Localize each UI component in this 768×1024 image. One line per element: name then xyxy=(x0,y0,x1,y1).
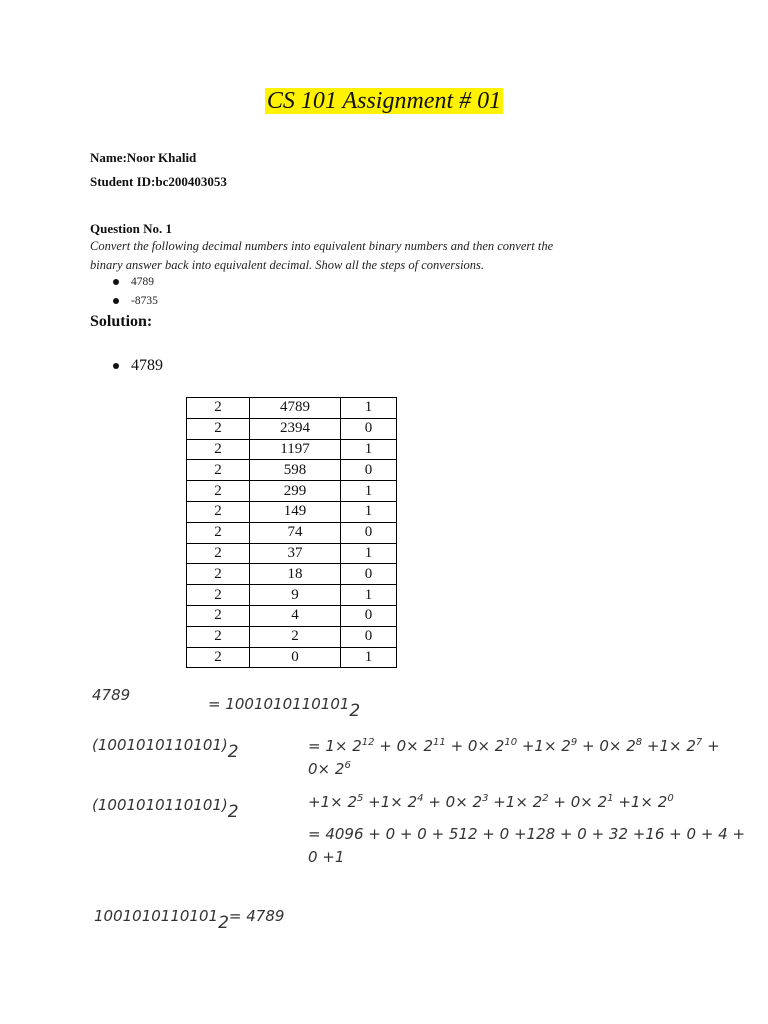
table-row xyxy=(187,439,397,460)
binary-equality-text: = 1001010110101 xyxy=(208,695,350,713)
page-title-block xyxy=(0,88,768,115)
sum-line1: = 4096 + 0 + 0 + 512 + 0 +128 + 0 + 32 +16 + 0 + 4 + xyxy=(308,825,746,843)
remainder-cell: 0 xyxy=(341,626,397,647)
question-item xyxy=(113,276,154,288)
remainder-cell: 1 xyxy=(341,501,397,522)
quotient-cell: 149 xyxy=(250,501,341,522)
expansion-term: $+1\times 2^0$ xyxy=(618,793,674,811)
question-text-line2: binary answer back into equivalent decimal. Show all the steps of conversions. xyxy=(90,258,485,272)
final-equation xyxy=(94,906,285,933)
divisor-cell: 2 xyxy=(187,481,250,502)
divisor-cell: 2 xyxy=(187,418,250,439)
binary-equality xyxy=(208,694,361,721)
quotient-cell: 2394 xyxy=(250,418,341,439)
question-heading: Question No. 1 xyxy=(90,221,172,236)
table-row xyxy=(187,605,397,626)
table-row xyxy=(187,398,397,419)
expansion-term: $+1\times 2^9$ xyxy=(521,737,578,755)
remainder-cell: 0 xyxy=(341,605,397,626)
expansion-line2 xyxy=(308,760,351,778)
paren-binary xyxy=(92,735,239,762)
decimal-value: 4789 xyxy=(92,686,131,704)
table-row xyxy=(187,564,397,585)
divisor-cell: 2 xyxy=(187,605,250,626)
table-row xyxy=(187,626,397,647)
bullet-icon xyxy=(113,363,119,369)
expansion-term: + $0\times 2^1$ xyxy=(553,793,614,811)
table-row xyxy=(187,522,397,543)
student-id: Student ID:bc200403053 xyxy=(90,174,227,189)
expansion-term: + $0\times 2^8$ xyxy=(582,737,643,755)
final-result: = 4789 xyxy=(228,907,285,925)
expansion-term: $0\times 2^6$ xyxy=(308,760,351,778)
base-subscript: 2 xyxy=(349,701,361,721)
remainder-cell: 1 xyxy=(341,585,397,606)
question-text-line1: Convert the following decimal numbers into equivalent binary numbers and then convert the xyxy=(90,239,554,253)
quotient-cell: 299 xyxy=(250,481,341,502)
divisor-cell: 2 xyxy=(187,564,250,585)
divisor-cell: 2 xyxy=(187,543,250,564)
divisor-cell: 2 xyxy=(187,398,250,419)
expansion-term: + $0\times 2^{11}$ xyxy=(379,737,446,755)
page-title: CS 101 Assignment # 01 xyxy=(266,88,502,114)
divisor-cell: 2 xyxy=(187,439,250,460)
expansion-term: + $0\times 2^{10}$ xyxy=(450,737,518,755)
divisor-cell: 2 xyxy=(187,626,250,647)
quotient-cell: 598 xyxy=(250,460,341,481)
expansion-line3 xyxy=(308,793,674,811)
expansion-term: $+1\times 2^5$ xyxy=(308,793,364,811)
remainder-cell: 1 xyxy=(341,543,397,564)
table-row xyxy=(187,585,397,606)
divisor-cell: 2 xyxy=(187,522,250,543)
base-subscript: 2 xyxy=(227,802,239,822)
expansion-term: $+1\times 2^2$ xyxy=(493,793,549,811)
question-item-text: 4789 xyxy=(131,276,154,288)
table-row xyxy=(187,647,397,668)
remainder-cell: 1 xyxy=(341,647,397,668)
solution-bullet-text: 4789 xyxy=(131,357,163,374)
bullet-icon xyxy=(113,279,119,285)
table-row xyxy=(187,501,397,522)
remainder-cell: 1 xyxy=(341,439,397,460)
remainder-cell: 0 xyxy=(341,564,397,585)
expansion-term: $+1\times 2^7$ xyxy=(646,737,703,755)
expansion-term: + $0\times 2^3$ xyxy=(428,793,489,811)
remainder-cell: 1 xyxy=(341,481,397,502)
remainder-cell: 1 xyxy=(341,398,397,419)
remainder-cell: 0 xyxy=(341,460,397,481)
quotient-cell: 4 xyxy=(250,605,341,626)
division-table xyxy=(186,397,397,668)
solution-bullet xyxy=(113,357,163,375)
quotient-cell: 37 xyxy=(250,543,341,564)
quotient-cell: 2 xyxy=(250,626,341,647)
table-row xyxy=(187,481,397,502)
remainder-cell: 0 xyxy=(341,418,397,439)
divisor-cell: 2 xyxy=(187,460,250,481)
final-binary: 1001010110101 xyxy=(94,907,219,925)
paren-binary xyxy=(92,795,239,822)
remainder-cell: 0 xyxy=(341,522,397,543)
quotient-cell: 1197 xyxy=(250,439,341,460)
question-item xyxy=(113,295,158,307)
divisor-cell: 2 xyxy=(187,501,250,522)
divisor-cell: 2 xyxy=(187,647,250,668)
question-item-text: -8735 xyxy=(131,295,158,307)
bullet-icon xyxy=(113,298,119,304)
base-subscript: 2 xyxy=(218,913,229,933)
expansion-term: $+1\times 2^4$ xyxy=(368,793,424,811)
expansion-line1: = $1\times 2^{12} + 0\times 2^{11} + 0\times 2^{10} +1\times 2^9 + 0\times 2^8 +1\times 2^7$ + xyxy=(308,737,720,755)
expansion-term: = $1\times 2^{12}$ xyxy=(308,737,375,755)
table-row xyxy=(187,418,397,439)
base-subscript: 2 xyxy=(227,742,239,762)
quotient-cell: 18 xyxy=(250,564,341,585)
solution-heading: Solution: xyxy=(90,313,153,330)
table-row xyxy=(187,460,397,481)
table-row xyxy=(187,543,397,564)
quotient-cell: 0 xyxy=(250,647,341,668)
student-name: Name:Noor Khalid xyxy=(90,150,197,165)
quotient-cell: 4789 xyxy=(250,398,341,419)
divisor-cell: 2 xyxy=(187,585,250,606)
paren-binary-text: (1001010110101) xyxy=(92,796,228,814)
quotient-cell: 9 xyxy=(250,585,341,606)
quotient-cell: 74 xyxy=(250,522,341,543)
sum-line2: 0 +1 xyxy=(308,848,345,866)
paren-binary-text: (1001010110101) xyxy=(92,736,228,754)
